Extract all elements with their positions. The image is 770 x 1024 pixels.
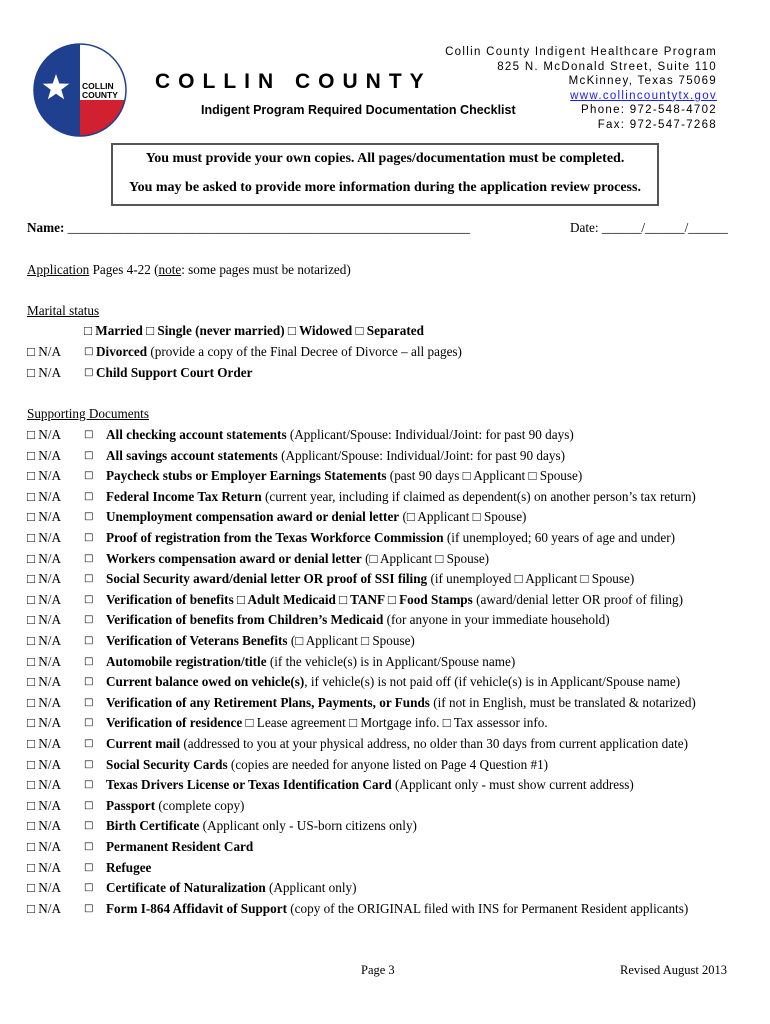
document-item-na-checkbox[interactable]: □ N/A [27,509,61,525]
document-item-label [106,551,489,567]
supporting-heading: Supporting Documents [27,406,149,421]
document-item-detail-text: (copy of the ORIGINAL filed with INS for Permanent Resident applicants) [286,900,689,916]
document-item-na-checkbox[interactable]: □ N/A [27,859,61,875]
name-blank[interactable]: _____________________________________________________________ [67,220,470,235]
org-name: Collin County Indigent Healthcare Program [445,46,717,58]
document-item-detail-text: , if vehicle(s) is not paid off (if vehicle(s) is in Applicant/Spouse name) [304,674,681,690]
document-item-checkbox[interactable]: □ [84,676,94,688]
document-item-bold-text: All savings account statements [106,447,278,463]
document-item-checkbox[interactable]: □ [84,841,94,852]
document-item-label [106,715,548,731]
document-item-label [106,530,675,546]
document-item-bold-text: Verification of any Retirement Plans, Payments, or Funds [106,694,430,710]
document-item-bold-text: Social Security award/denial letter OR proof of SSI filing [106,571,428,587]
document-item-bold-text: Verification of residence [106,715,243,731]
document-item-na-checkbox[interactable]: □ N/A [27,591,61,607]
marital-item-bold-text: Divorced [96,344,148,359]
document-item-checkbox[interactable]: □ [84,490,94,502]
marital-item-checkbox[interactable]: □ [84,346,94,357]
document-item-detail-text: (if not in English, must be translated & notarized) [429,694,696,710]
document-item-checkbox[interactable]: □ [84,635,94,646]
notice-line-2: You may be asked to provide more information during the application review process. [129,180,641,195]
document-item-na-checkbox[interactable]: □ N/A [27,777,61,793]
document-title: Indigent Program Required Documentation Checklist [201,103,516,117]
document-item-bold-text: Social Security Cards [106,756,228,772]
document-item-checkbox[interactable]: □ [84,882,94,894]
document-item-detail-text: (□ Applicant □ Spouse) [287,633,415,648]
phone-number: Phone: 972-548-4702 [581,104,717,117]
fax-number: Fax: 972-547-7268 [597,118,717,131]
document-item-bold-text: Current balance owed on vehicle(s) [106,674,305,690]
document-item-na-checkbox[interactable]: □ N/A [27,880,61,896]
seal-text-bottom: COUNTY [82,90,118,100]
marital-item-detail-text: (provide a copy of the Final Decree of Divorce – all pages) [147,344,462,359]
document-item-bold-text: Birth Certificate [106,818,200,834]
document-item-checkbox[interactable]: □ [84,861,94,873]
note-label: note [158,262,182,277]
document-item-bold-text: Passport [106,797,156,813]
page-number: Page 3 [361,963,395,977]
document-item-detail-text: (□ Applicant □ Spouse) [361,550,490,566]
document-item-detail-text: □ Lease agreement □ Mortgage info. □ Tax assessor info. [242,715,548,731]
document-item-detail-text: (if unemployed □ Applicant □ Spouse) [427,571,635,587]
document-item-label [106,695,696,711]
document-item-detail-text: (copies are needed for anyone listed on Page 4 Question #1) [227,756,549,772]
document-item-label [106,468,582,484]
date-field[interactable] [570,220,728,236]
document-item-label [106,880,357,896]
document-item-label [106,818,417,834]
document-item-na-checkbox[interactable]: □ N/A [27,530,61,545]
document-item-bold-text: Certificate of Naturalization [106,880,266,896]
document-item-label [106,427,574,443]
document-item-checkbox[interactable]: □ [84,655,94,667]
document-item-checkbox[interactable]: □ [84,799,94,811]
document-item-na-checkbox[interactable]: □ N/A [27,447,61,463]
marital-item-na-checkbox[interactable]: □ N/A [27,344,61,359]
document-item-detail-text: (past 90 days □ Applicant □ Spouse) [386,468,583,484]
contact-block [445,45,717,133]
document-item-checkbox[interactable]: □ [84,738,94,749]
document-item-detail-text: (□ Applicant □ Spouse) [399,509,527,525]
document-item-na-checkbox[interactable]: □ N/A [27,633,61,648]
marital-item-label [96,365,252,381]
revised-date: Revised August 2013 [620,963,727,977]
document-item-bold-text: Form I-864 Affidavit of Support [106,900,287,916]
document-item-checkbox[interactable]: □ [84,820,94,832]
document-item-detail-text: (Applicant only - US-born citizens only) [199,818,417,834]
document-item-detail-text: (if unemployed; 60 years of age and under) [443,530,676,545]
notice-line-1: You must provide your own copies. All pages/documentation must be completed. [145,151,625,166]
document-item-label [106,901,688,917]
note-text: : some pages must be notarized) [181,262,351,277]
document-item-detail-text: (Applicant only - must show current address) [391,777,634,793]
document-item-detail-text: (Applicant/Spouse: Individual/Joint: for past 90 days) [286,427,574,442]
document-item-label [106,777,634,793]
document-item-bold-text: Workers compensation award or denial letter [106,550,362,566]
document-item-checkbox[interactable]: □ [84,717,94,729]
document-item-na-checkbox[interactable]: □ N/A [27,550,61,566]
document-item-bold-text: Verification of benefits from Children’s Medicaid [106,612,384,628]
application-label: Application [27,262,90,277]
document-item-na-checkbox[interactable]: □ N/A [27,488,61,504]
document-item-na-checkbox[interactable]: □ N/A [27,571,61,587]
document-item-na-checkbox[interactable]: □ N/A [27,468,61,484]
street-address: 825 N. McDonald Street, Suite 110 [497,60,717,73]
application-pages: Pages 4-22 ( [89,262,159,277]
document-item-label [106,612,610,628]
document-item-checkbox[interactable]: □ [84,552,94,564]
document-item-detail-text: (addressed to you at your physical address, no older than 30 days from current application date) [180,736,689,751]
document-item-na-checkbox[interactable]: □ N/A [27,715,61,731]
marital-heading: Marital status [27,303,100,318]
document-item-bold-text: Texas Drivers License or Texas Identification Card [106,777,392,793]
document-item-checkbox[interactable]: □ [84,593,94,605]
marital-item-checkbox[interactable]: □ [84,367,94,378]
document-item-checkbox[interactable]: □ [84,511,94,523]
website-link[interactable]: www.collincountytx.gov [570,89,717,102]
document-item-na-checkbox[interactable]: □ N/A [27,797,61,813]
document-item-checkbox[interactable]: □ [84,902,94,914]
document-item-na-checkbox[interactable]: □ N/A [27,818,61,834]
notice-box [111,143,659,206]
document-item-label [106,633,415,649]
document-item-bold-text: Automobile registration/title [106,653,267,669]
document-item-label [106,757,548,773]
document-item-label [106,798,244,814]
document-item-na-checkbox[interactable]: □ N/A [27,900,61,916]
seal-text-top: COLLIN [82,81,114,91]
document-item-label [106,448,565,464]
document-item-checkbox[interactable]: □ [84,696,94,708]
document-item-na-checkbox[interactable]: □ N/A [27,612,61,628]
document-item-label [106,509,526,525]
document-item-detail-text: (complete copy) [155,797,245,813]
marital-item-bold-text: Child Support Court Order [96,365,253,380]
document-item-bold-text: All checking account statements [106,427,287,442]
collin-county-seal-logo [32,42,128,138]
document-item-label [106,736,688,752]
document-item-detail-text: (for anyone in your immediate household) [383,612,610,628]
county-title: COLLIN COUNTY [155,70,432,93]
document-item-checkbox[interactable]: □ [84,779,94,791]
document-item-bold-text: Verification of benefits □ Adult Medicaid □ TANF □ Food Stamps [106,591,473,607]
document-item-detail-text: (if the vehicle(s) is in Applicant/Spouse name) [266,653,516,669]
marital-item-na-checkbox[interactable]: □ N/A [27,365,61,380]
document-item-checkbox[interactable]: □ [84,470,94,482]
document-item-label [106,571,634,587]
document-item-bold-text: Current mail [106,736,181,751]
document-item-label [106,654,515,670]
document-item-label [106,860,151,876]
document-item-na-checkbox[interactable]: □ N/A [27,674,61,690]
document-item-bold-text: Refugee [106,859,152,875]
document-item-label [106,489,696,505]
document-item-label [106,592,683,608]
document-item-bold-text: Permanent Resident Card [106,839,254,854]
document-item-detail-text: (Applicant/Spouse: Individual/Joint: for past 90 days) [277,447,565,463]
document-item-bold-text: Verification of Veterans Benefits [106,633,288,648]
document-item-checkbox[interactable]: □ [84,429,94,440]
document-item-na-checkbox[interactable]: □ N/A [27,694,61,710]
document-item-checkbox[interactable]: □ [84,449,94,461]
marital-options[interactable]: □ Married □ Single (never married) □ Widowed □ Separated [84,323,424,338]
name-label: Name: [27,220,65,235]
name-field[interactable] [27,220,470,236]
document-item-bold-text: Federal Income Tax Return [106,488,262,504]
document-item-detail-text: (award/denial letter OR proof of filing) [472,591,683,607]
document-item-checkbox[interactable]: □ [84,614,94,626]
document-item-na-checkbox[interactable]: □ N/A [27,653,61,669]
document-item-bold-text: Proof of registration from the Texas Workforce Commission [106,530,444,545]
document-item-detail-text: (Applicant only) [265,880,357,896]
marital-item-label [96,344,462,360]
document-item-na-checkbox[interactable]: □ N/A [27,736,61,751]
document-item-label [106,674,680,690]
document-item-bold-text: Unemployment compensation award or denial letter [106,509,400,525]
document-item-na-checkbox[interactable]: □ N/A [27,756,61,772]
date-blank[interactable]: ______/______/______ [601,220,728,235]
city-address: McKinney, Texas 75069 [568,75,717,88]
document-item-bold-text: Paycheck stubs or Employer Earnings Statements [106,468,387,484]
date-label: Date: [570,220,599,235]
document-item-detail-text: (current year, including if claimed as dependent(s) on another person’s tax return) [261,488,696,504]
document-item-checkbox[interactable]: □ [84,532,94,543]
document-item-na-checkbox[interactable]: □ N/A [27,839,61,854]
document-item-label [106,839,253,855]
document-item-na-checkbox[interactable]: □ N/A [27,427,61,442]
document-item-checkbox[interactable]: □ [84,758,94,770]
application-line [27,262,351,278]
document-item-checkbox[interactable]: □ [84,573,94,585]
